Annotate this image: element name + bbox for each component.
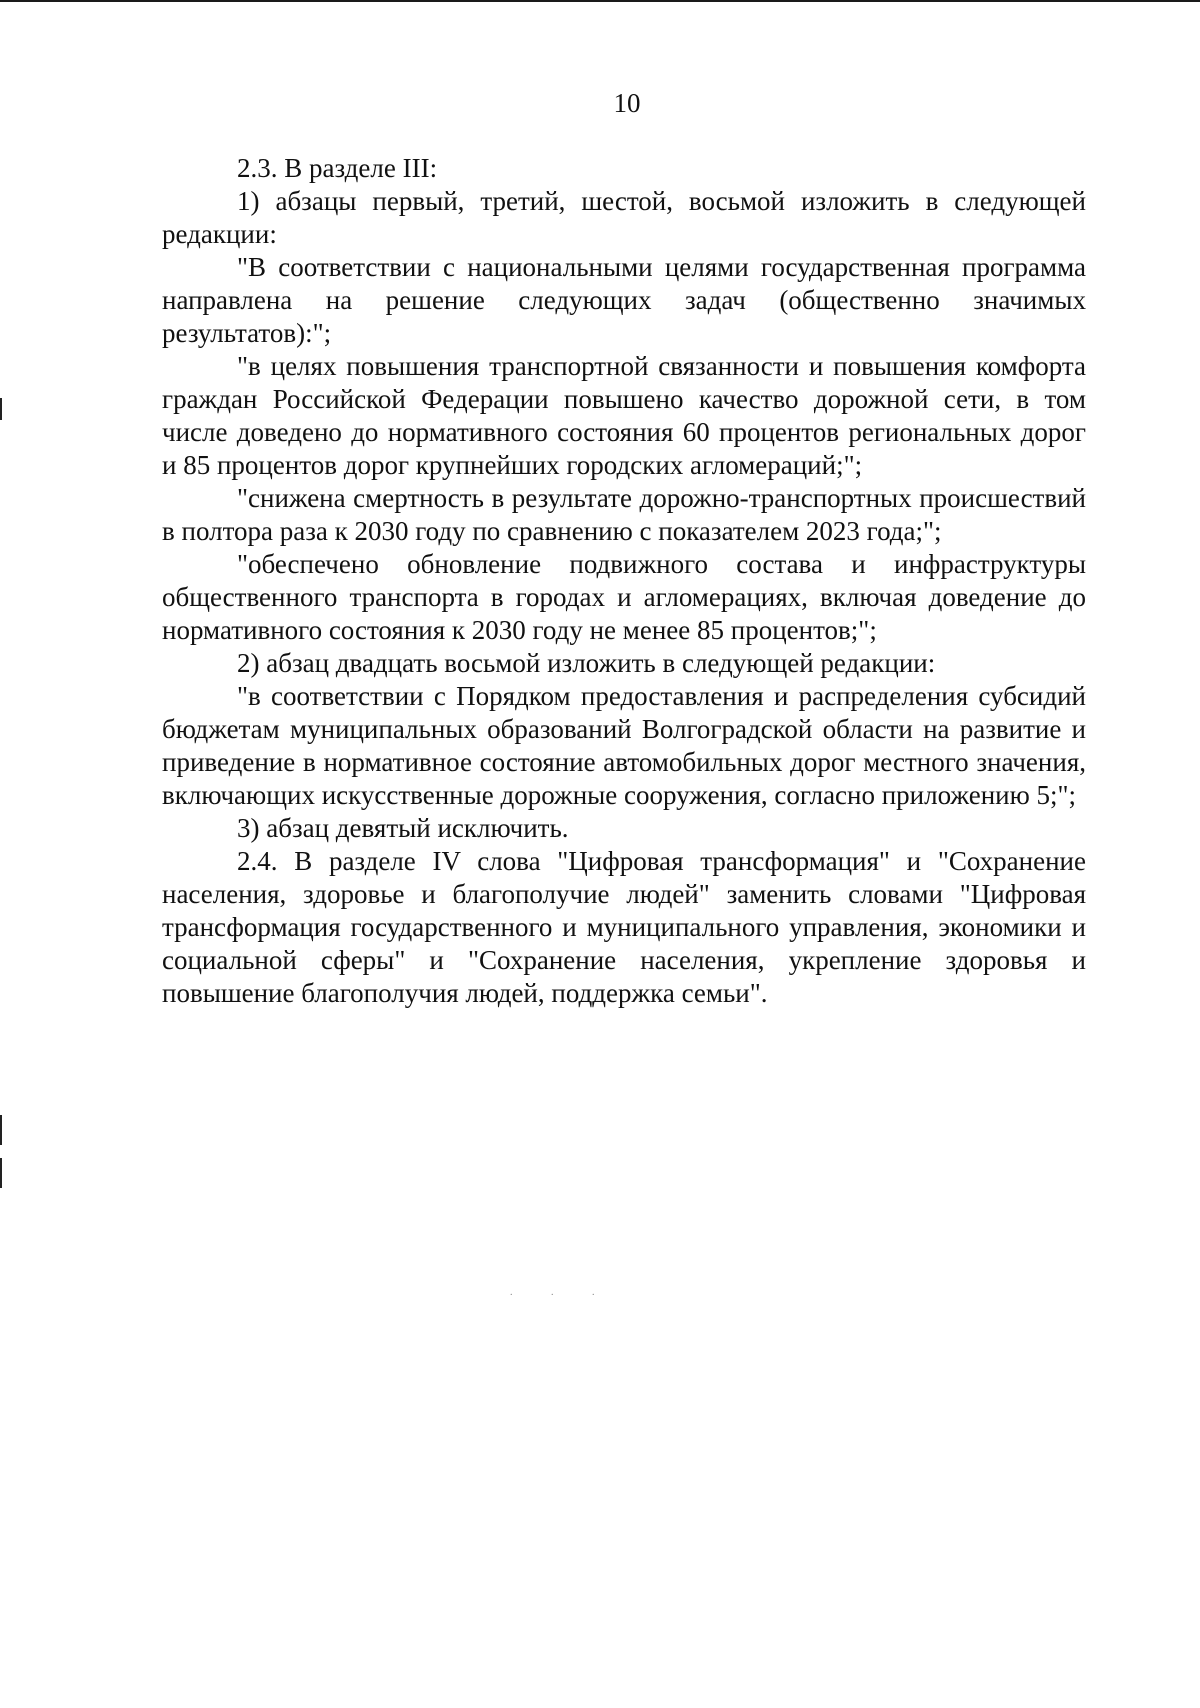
paragraph: 3) абзац девятый исключить. (237, 813, 569, 843)
paragraph: "в соответствии с Порядком предоставления и распределения субсидий бюджетам муниципальных образований Волгоградской области на развитие и приведение в нормативное состояние автомобильных дорог местного значения, включающих искусственные дорожные сооружения, согласно приложению 5;"; (162, 681, 1086, 810)
paragraph: "в целях повышения транспортной связанности и повышения комфорта граждан Российской Федерации повышено качество дорожной сети, в том числе доведено до нормативного состояния 60 процентов региональных дорог и 85 процентов дорог крупнейших городских агломераций;"; (162, 351, 1086, 480)
scan-margin-mark (0, 1158, 2, 1188)
paragraph: "снижена смертность в результате дорожно-транспортных происшествий в полтора раза к 2030 году по сравнению с показателем 2023 года;"; (162, 483, 1086, 546)
paragraph: 1) абзацы первый, третий, шестой, восьмой изложить в следующей редакции: (162, 186, 1086, 249)
paragraph: "обеспечено обновление подвижного состава и инфраструктуры общественного транспорта в городах и агломерациях, включая доведение до нормативного состояния к 2030 году не менее 85 процентов;"; (162, 549, 1086, 645)
page-number: 10 (613, 88, 641, 118)
paragraph: "В соответствии с национальными целями государственная программа направлена на решение следующих задач (общественно значимых результатов):"; (162, 252, 1086, 348)
paragraph: 2) абзац двадцать восьмой изложить в следующей редакции: (237, 648, 936, 678)
scan-top-border (0, 0, 1200, 2)
scan-margin-mark (0, 1115, 2, 1145)
paragraph: 2.3. В разделе III: (237, 153, 438, 183)
scan-margin-mark (0, 398, 2, 420)
paragraph: 2.4. В разделе IV слова "Цифровая трансформация" и "Сохранение населения, здоровье и благополучие людей" заменить словами "Цифровая трансформация государственного и муниципального управления, экономики и социальной сферы" и "Сохранение населения, укрепление здоровья и повышение благополучия людей, поддержка семьи". (162, 846, 1086, 1008)
document-body (162, 152, 1086, 1010)
scan-dust-marks: . . . (510, 1287, 613, 1298)
